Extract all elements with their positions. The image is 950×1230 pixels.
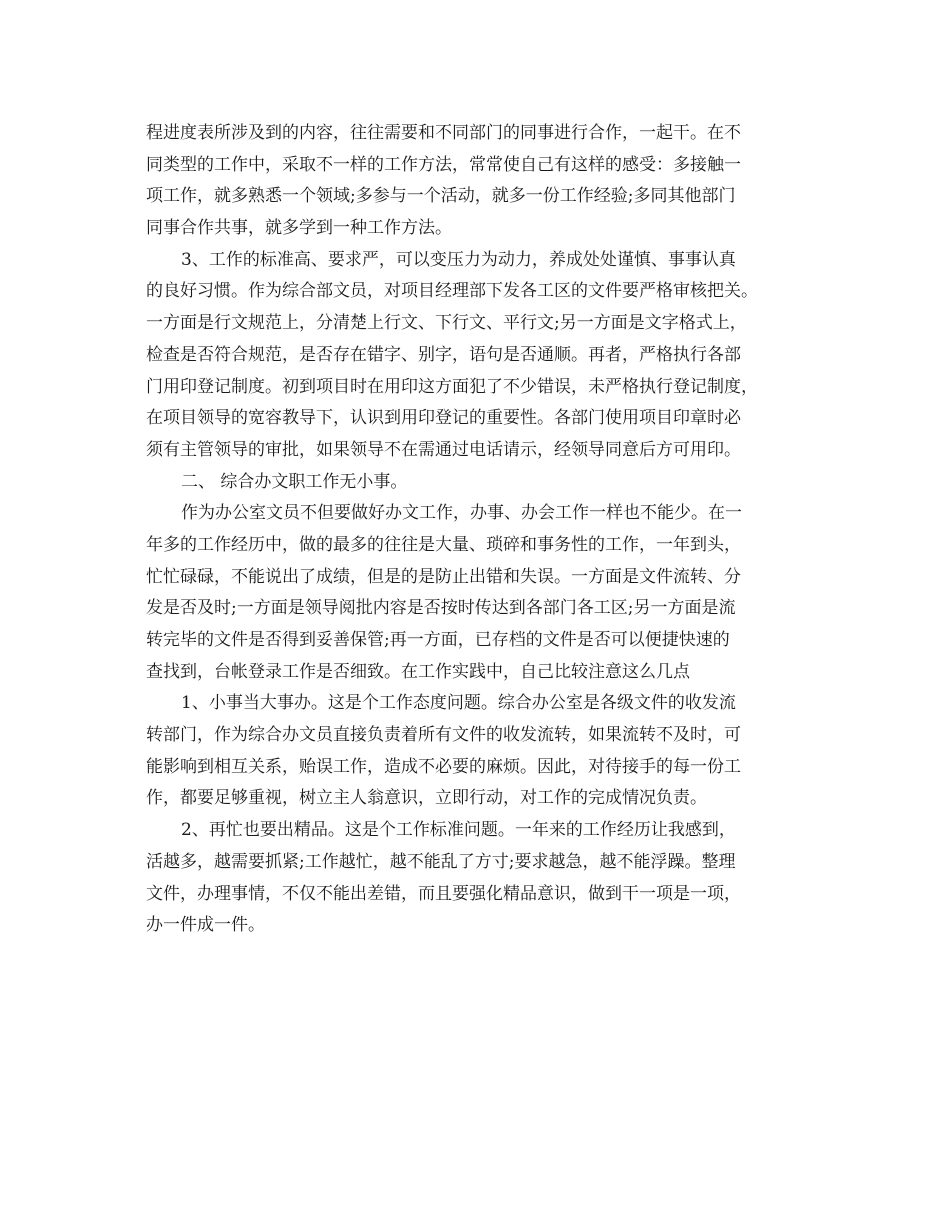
text-line: 二、 综合办文职工作无小事。: [181, 471, 408, 492]
text-line: 程进度表所涉及到的内容，往往需要和不同部门的同事进行合作，一起干。在不: [146, 123, 741, 143]
text-line: 同类型的工作中，采取不一样的工作方法，常常使自己有这样的感受：多接触一: [146, 154, 741, 175]
text-line: 转部门，作为综合办文员直接负责着所有文件的收发流转，如果流转不及时，可: [146, 725, 741, 746]
text-line: 活越多，越需要抓紧;工作越忙，越不能乱了方寸;要求越急，越不能浮躁。整理: [146, 851, 736, 872]
text-line: 门用印登记制度。初到项目时在用印这方面犯了不少错误，未严格执行登记制度，: [146, 376, 758, 397]
text-line: 1、小事当大事办。这是个工作态度问题。综合办公室是各级文件的收发流: [181, 693, 736, 714]
text-line: 同事合作共事，就多学到一种工作方法。: [146, 218, 452, 239]
document-body: [146, 118, 806, 942]
text-line: 办一件成一件。: [146, 915, 265, 936]
text-line: 发是否及时;一方面是领导阅批内容是否按时传达到各部门各工区;另一方面是流: [146, 598, 736, 619]
text-line: 能影响到相互关系，贻误工作，造成不必要的麻烦。因此，对待接手的每一份工: [146, 756, 741, 777]
text-line: 作，都要足够重视，树立主人翁意识，立即行动，对工作的完成情况负责。: [146, 788, 707, 809]
text-line: 文件，办理事情，不仅不能出差错，而且要强化精品意识，做到干一项是一项，: [146, 883, 741, 904]
text-line: 查找到，台帐登录工作是否细致。在工作实践中，自己比较注意这么几点: [146, 661, 690, 682]
text-line: 忙忙碌碌，不能说出了成绩，但是的是防止出错和失误。一方面是文件流转、分: [146, 566, 741, 587]
text-line: 须有主管领导的审批，如果领导不在需通过电话请示，经领导同意后方可用印。: [146, 439, 741, 460]
text-line: 在项目领导的宽容教导下，认识到用印登记的重要性。各部门使用项目印章时必: [146, 408, 741, 429]
text-line: 检查是否符合规范，是否存在错字、别字，语句是否通顺。再者，严格执行各部: [146, 344, 741, 365]
text-line: 年多的工作经历中，做的最多的往往是大量、琐碎和事务性的工作，一年到头，: [146, 534, 741, 555]
text-line: 2、再忙也要出精品。这是个工作标准问题。一年来的工作经历让我感到，: [181, 820, 736, 841]
text-line: 项工作，就多熟悉一个领域;多参与一个活动，就多一份工作经验;多同其他部门: [146, 186, 736, 207]
text-line: 的良好习惯。作为综合部文员，对项目经理部下发各工区的文件要严格审核把关。: [146, 281, 758, 302]
text-line: 作为办公室文员不但要做好办文工作，办事、办会工作一样也不能少。在一: [181, 503, 742, 524]
text-line: 3、工作的标准高、要求严，可以变压力为动力，养成处处谨慎、事事认真: [181, 249, 736, 270]
text-line: 一方面是行文规范上，分清楚上行文、下行文、平行文;另一方面是文字格式上，: [146, 313, 747, 334]
text-line: 转完毕的文件是否得到妥善保管;再一方面，已存档的文件是否可以便捷快速的: [146, 630, 730, 650]
